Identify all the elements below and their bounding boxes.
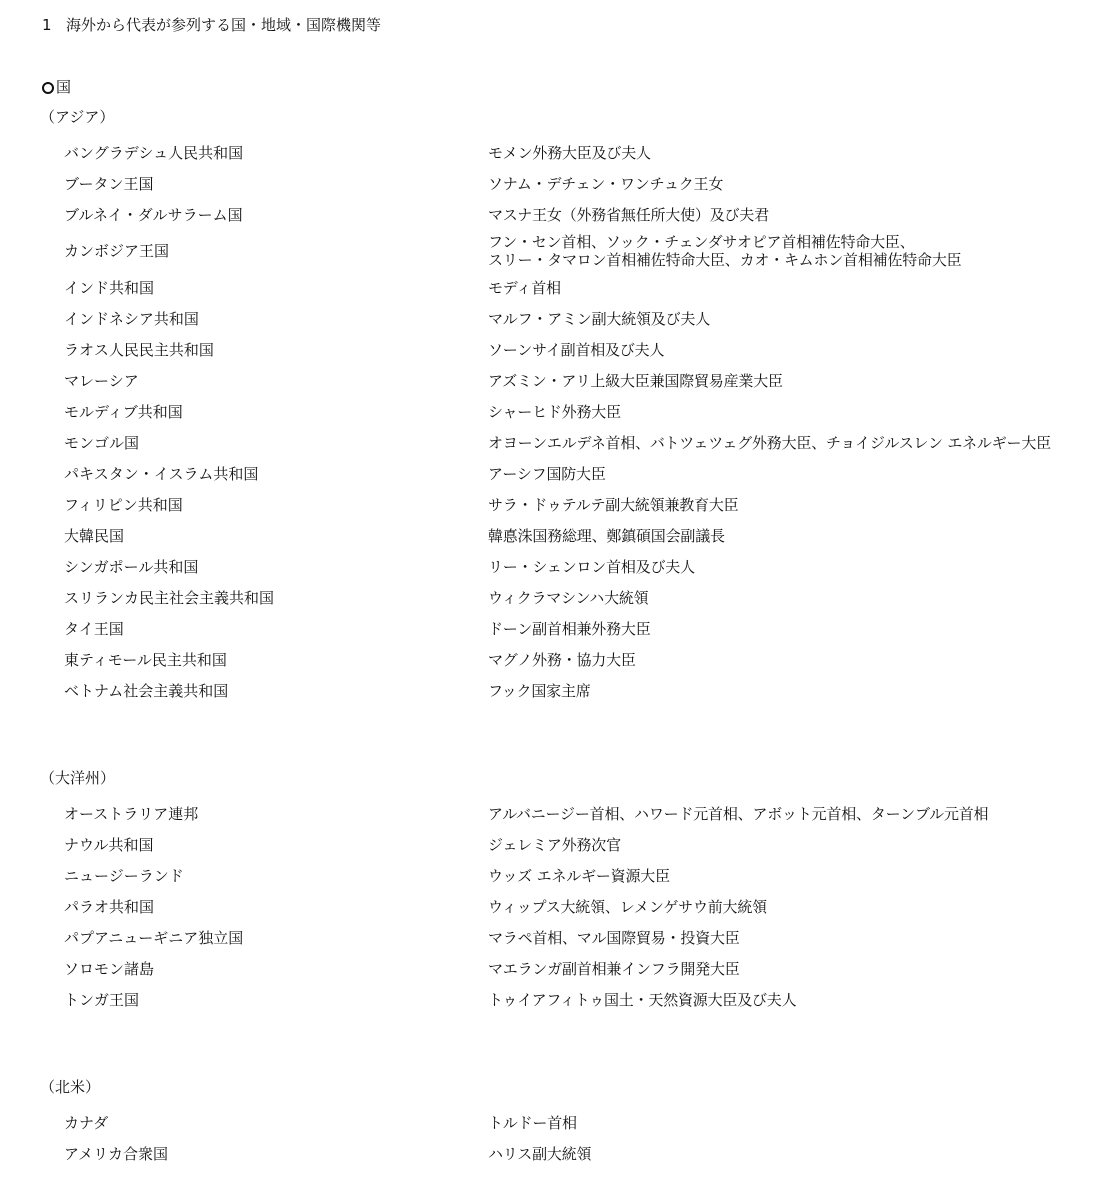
country-name: フィリピン共和国 [64, 495, 183, 514]
table-row [0, 520, 1116, 551]
country-name: ナウル共和国 [64, 835, 154, 854]
representatives: アズミン・アリ上級大臣兼国際貿易産業大臣 [488, 371, 783, 390]
region-rows [0, 1107, 1116, 1169]
representatives: ソーンサイ副首相及び夫人 [488, 340, 665, 359]
country-name: パラオ共和国 [64, 897, 155, 916]
representatives: アーシフ国防大臣 [488, 464, 606, 483]
representatives: ドーン副首相兼外務大臣 [488, 619, 651, 638]
table-row [0, 458, 1116, 489]
region-rows [0, 137, 1116, 706]
country-name: パプアニューギニア独立国 [64, 928, 244, 947]
title-text: 海外から代表が参列する国・地域・国際機関等 [66, 16, 382, 34]
representatives: マスナ王女（外務省無任所大使）及び夫君 [488, 205, 769, 224]
country-name: マレーシア [64, 371, 139, 390]
country-name: 大韓民国 [64, 526, 125, 545]
country-name: オーストラリア連邦 [64, 804, 199, 823]
table-row [0, 334, 1116, 365]
representatives: 韓悳洙国務総理、鄭鎮碩国会副議長 [488, 526, 725, 545]
country-name: ラオス人民民主共和国 [64, 340, 214, 359]
representatives: フック国家主席 [488, 681, 591, 700]
table-row [0, 644, 1116, 675]
representatives: マラペ首相、マル国際貿易・投資大臣 [488, 928, 740, 947]
table-row [0, 860, 1116, 891]
country-name: カンボジア王国 [64, 242, 170, 260]
country-name: インドネシア共和国 [64, 309, 199, 328]
representatives: リー・シェンロン首相及び夫人 [488, 557, 695, 576]
table-row [0, 168, 1116, 199]
table-row [0, 303, 1116, 334]
country-name: ベトナム社会主義共和国 [64, 681, 229, 700]
section-heading-text: 国 [56, 78, 72, 96]
representatives: ウィクラマシンハ大統領 [488, 588, 649, 607]
document-title [42, 14, 381, 36]
table-row [0, 551, 1116, 582]
representatives: マルフ・アミン副大統領及び夫人 [488, 309, 711, 328]
table-row [0, 230, 1116, 272]
representatives: ソナム・デチェン・ワンチュク王女 [488, 174, 724, 193]
representatives: サラ・ドゥテルテ副大統領兼教育大臣 [488, 495, 739, 514]
table-row [0, 582, 1116, 613]
section-heading [42, 76, 71, 98]
region-heading: （アジア） [40, 108, 115, 126]
representatives: モディ首相 [488, 278, 561, 297]
representatives: トルドー首相 [488, 1113, 577, 1132]
table-row [0, 922, 1116, 953]
country-name: シンガポール共和国 [64, 557, 199, 576]
country-name: パキスタン・イスラム共和国 [64, 464, 259, 483]
country-name: ソロモン諸島 [64, 959, 155, 978]
table-row [0, 1107, 1116, 1138]
representatives: シャーヒド外務大臣 [488, 402, 621, 421]
table-row [0, 427, 1116, 458]
representatives: ウィップス大統領、レメンゲサウ前大統領 [488, 897, 767, 916]
representatives: ハリス副大統領 [488, 1144, 592, 1163]
table-row [0, 891, 1116, 922]
country-name: ニュージーランド [64, 866, 184, 885]
country-name: スリランカ民主社会主義共和国 [64, 588, 275, 607]
country-name: バングラデシュ人民共和国 [64, 143, 244, 162]
representatives: オヨーンエルデネ首相、バトツェツェグ外務大臣、チョイジルスレン エネルギー大臣 [488, 433, 1051, 452]
representatives: フン・セン首相、ソック・チェンダサオピア首相補佐特命大臣、 スリー・タマロン首相補佐特命大臣、カオ・キムホン首相補佐特命大臣 [488, 233, 962, 269]
representatives: モメン外務大臣及び夫人 [488, 143, 651, 162]
representatives: ウッズ エネルギー資源大臣 [488, 866, 670, 885]
table-row [0, 1138, 1116, 1169]
table-row [0, 798, 1116, 829]
country-name: インド共和国 [64, 278, 155, 297]
table-row [0, 675, 1116, 706]
country-name: ブルネイ・ダルサラーム国 [64, 205, 243, 224]
country-name: ブータン王国 [64, 174, 154, 193]
table-row [0, 613, 1116, 644]
representatives: マグノ外務・協力大臣 [488, 650, 636, 669]
table-row [0, 396, 1116, 427]
table-row [0, 829, 1116, 860]
country-name: 東ティモール民主共和国 [64, 650, 227, 669]
representatives: トゥイアフィトゥ国土・天然資源大臣及び夫人 [488, 990, 797, 1009]
table-row [0, 365, 1116, 396]
table-row [0, 489, 1116, 520]
region-heading: （北米） [40, 1078, 101, 1096]
country-name: タイ王国 [64, 619, 124, 638]
country-name: モルディブ共和国 [64, 402, 183, 421]
country-name: カナダ [64, 1113, 109, 1132]
table-row [0, 984, 1116, 1015]
table-row [0, 953, 1116, 984]
country-name: モンゴル国 [64, 433, 140, 452]
circle-bullet-icon [42, 82, 54, 94]
representatives: アルバニージー首相、ハワード元首相、アボット元首相、ターンブル元首相 [488, 804, 989, 823]
region-heading: （大洋州） [40, 769, 116, 787]
table-row [0, 137, 1116, 168]
table-row [0, 199, 1116, 230]
title-number: 1 [42, 16, 52, 34]
table-row [0, 272, 1116, 303]
representatives: ジェレミア外務次官 [488, 835, 621, 854]
region-rows [0, 798, 1116, 1015]
country-name: トンガ王国 [64, 990, 140, 1009]
country-name: アメリカ合衆国 [64, 1144, 168, 1163]
representatives: マエランガ副首相兼インフラ開発大臣 [488, 959, 740, 978]
